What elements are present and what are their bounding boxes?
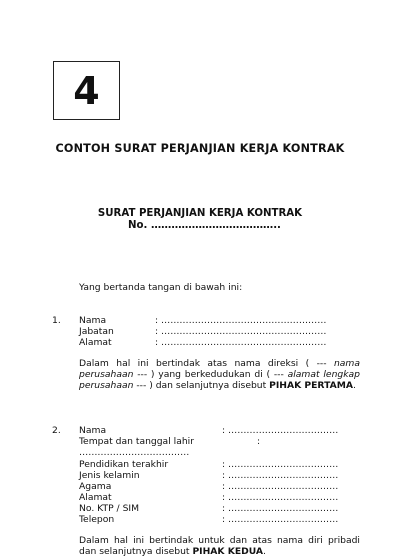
main-title: CONTOH SURAT PERJANJIAN KERJA KONTRAK [55, 142, 345, 155]
party2-birth-colon: : [257, 436, 261, 447]
party2-id-value: : ……………………………… [222, 503, 339, 514]
party2-address-label: Alamat [79, 492, 112, 503]
letter-number: No. ……………………………….. [128, 220, 281, 231]
party1-paragraph: Dalam hal ini bertindak atas nama direksi ( --- nama perusahaan --- ) yang berkedudukan di ( --- alamat lengkap perusahaan --- ) dan selanjutnya disebut PIHAK PERTAMA. [79, 358, 361, 391]
intro-text: Yang bertanda tangan di bawah ini: [79, 282, 243, 293]
party2-education-value: : ……………………………… [222, 459, 339, 470]
party1-address-label: Alamat [79, 337, 112, 348]
party2-religion-label: Agama [79, 481, 112, 492]
party2-name-value: : ……………………………… [222, 425, 339, 436]
party1-position-label: Jabatan [79, 326, 114, 337]
party1-name-label: Nama [79, 315, 107, 326]
party2-birth-label: Tempat dan tanggal lahir [79, 436, 194, 447]
party2-gender-label: Jenis kelamin [79, 470, 140, 481]
party2-gender-value: : ……………………………… [222, 470, 339, 481]
party1-position-value: : ……………………………………………… [155, 326, 327, 337]
party2-religion-value: : ……………………………… [222, 481, 339, 492]
party2-birth-value: ……………………………… [79, 447, 190, 458]
section-number-box [53, 61, 120, 120]
party2-address-value: : ……………………………… [222, 492, 339, 503]
party2-education-label: Pendidikan terakhir [79, 459, 169, 470]
party2-index: 2. [52, 425, 61, 436]
party1-address-value: : ……………………………………………… [155, 337, 327, 348]
party2-phone-label: Telepon [79, 514, 115, 525]
party1-index: 1. [52, 315, 61, 326]
party2-paragraph: Dalam hal ini bertindak untuk dan atas nama diri pribadi dan selanjutnya disebut PIHAK KEDUA. [79, 535, 360, 557]
letter-title: SURAT PERJANJIAN KERJA KONTRAK [97, 208, 303, 219]
party2-name-label: Nama [79, 425, 107, 436]
section-number: 4 [73, 68, 100, 113]
party2-phone-value: : ……………………………… [222, 514, 339, 525]
party2-id-label: No. KTP / SIM [79, 503, 140, 514]
party1-name-value: : ……………………………………………… [155, 315, 327, 326]
